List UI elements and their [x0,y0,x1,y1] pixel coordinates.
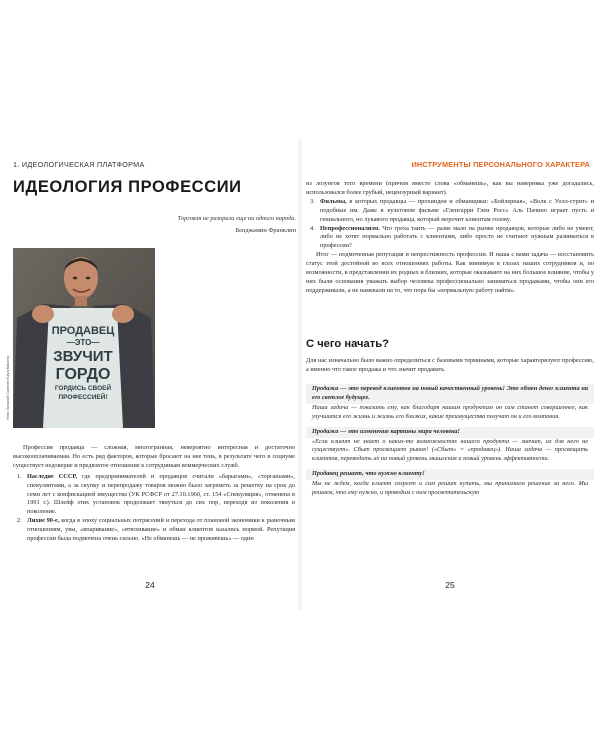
shirt-line-5: ГОРДИСЬ СВОЕЙ [54,385,112,392]
page-number-right: 25 [445,580,455,590]
chapter-title: ИДЕОЛОГИЯ ПРОФЕССИИ [13,178,242,196]
subintro-block [306,357,594,375]
shirt-line-2: —ЭТО— [66,338,100,347]
list-item: 3. Фильмы, в которых продавцы — прохиндеи и обманщики: «Бойлерная», «Волк с Уолл-стрит» и подобные им. Даже в культовом фильме «Гленгарри Глен Росс» Аль Пачино играет пусть и гениального, но лукавого продавца, который морочит клиентам голову. [310,197,594,223]
definition-2-highlight: Продажа — это изменение картины мира человека! [306,427,594,438]
photo-illustration [13,248,155,428]
definition-1-highlight: Продажа — это перевод клиентов на новый качественный уровень! Это обмен денег клиента на его светлое будущее. [306,384,594,404]
photo-credit: Фото: Виталий Сапегин/Yuliya Baturina [6,355,10,420]
shirt-line-6: ПРОФЕССИЕЙ! [58,394,108,401]
shirt-line-3: ЗВУЧИТ [53,348,113,365]
right-body [306,180,594,296]
epigraph-author: Бенджамин Франклин [235,227,296,234]
list-item: 2. Лихие 90-е, когда в эпоху социальных потрясений и перехода от плановой экономики к рыночным отношениям, увы, «впаривание», «втюхивание» и обман клиентов казались нормой. Репутация профессии была подмочена очень сильно. «Не обманешь — не проживешь» — один [17,517,296,543]
left-body [13,444,295,544]
list-item: 1. Наследие СССР, где предпринимателей и продавцов считали «барыгами», «торгашами», спекулянтами, а за скупку и перепродажу товаров можно было загреметь за решетку на срок до семи лет с конфискацией имущества (УК РСФСР от 27.10.1960, ст. 154 «Спекуляция», отменена в 1991 г.). Шлейф этих установок продолжает тянуться до сих пор, переходя из поколения в поколение. [17,472,295,516]
section-label: 1. ИДЕОЛОГИЧЕСКАЯ ПЛАТФОРМА [13,160,145,169]
definition-3-text: Мы не ждем, когда клиент созреет и сам решит купить, мы принимаем решение за него. Мы решаем, что ему нужно, и проводим с ним просветительскую [312,480,588,497]
definitions-block [306,384,594,498]
continuation-text: из лозунгов того времени (причем вместо слова «обманешь», как вы наверняка уже догадались, использовался более грубый, нецензурный вариант). [306,180,594,196]
right-page [300,0,600,750]
list-item: 4. Непрофессионализм. Что греха таить — разве мало на рынке продавцов, которые либо не умеют, либо не хотят нормально работать с клиентами, либо просто не считают нужным развиваться в профессии? [310,224,594,250]
section-subheading: С чего начать? [306,338,389,350]
definition-1-text: Наша задача — показать ему, как благодаря нашим продуктам он сам станет совершеннее, как улучшится его жизнь и жизнь его близких, какие преимущества получат он и его компания. [312,403,588,420]
definition-3-highlight: Продавец решает, что нужно клиенту! [306,469,594,480]
shirt-line-1: ПРОДАВЕЦ [51,325,115,337]
page-number-left: 24 [145,580,155,590]
summary-paragraph: Итог — подмоченная репутация и непрестижность профессии. И наша с вами задача — восстановить статус этой достойной во всех отношениях работы. Как минимум в глазах наших сотрудников и, по возможности, в представлении их родных и близких, которые оказывают на них большое влияние, чтобы у них были основания уважать выбор человека профессионально заниматься продажами, чтобы они его поддерживали, а не намекали на то, что пора бы «нормальную работу найти». [306,251,594,294]
salesman-photo [13,248,155,428]
shirt-line-4: ГОРДО [55,366,111,383]
intro-paragraph: Профессия продавца — сложная, многогранная, невероятно интересная и достаточно высокооплачиваемая. Но есть ряд факторов, которые бросают на нее тень, в результате чего в социуме существует недоверие и предвзятое отношение к сотрудникам коммерческих служб. [13,444,295,469]
running-header: ИНСТРУМЕНТЫ ПЕРСОНАЛЬНОГО ХАРАКТЕРА [411,160,590,169]
subintro-paragraph: Для нас изначально было важно определиться с базовыми терминами, которые характеризуют профессию, а именно что такое продажа и что значит продавать. [306,357,594,373]
definition-2-text: «Если клиент не знает о каких-то возможностях нашего продукта — значит, их для него не существует». Сбыт просвещает рынок! («Сбыт» = «продавец»). Наша задача — просвещать клиентов, переводить их на новый уровень мышления и новый уровень эффективности. [312,437,588,463]
epigraph: Торговля не разорила еще ни одного народа. [177,215,296,222]
